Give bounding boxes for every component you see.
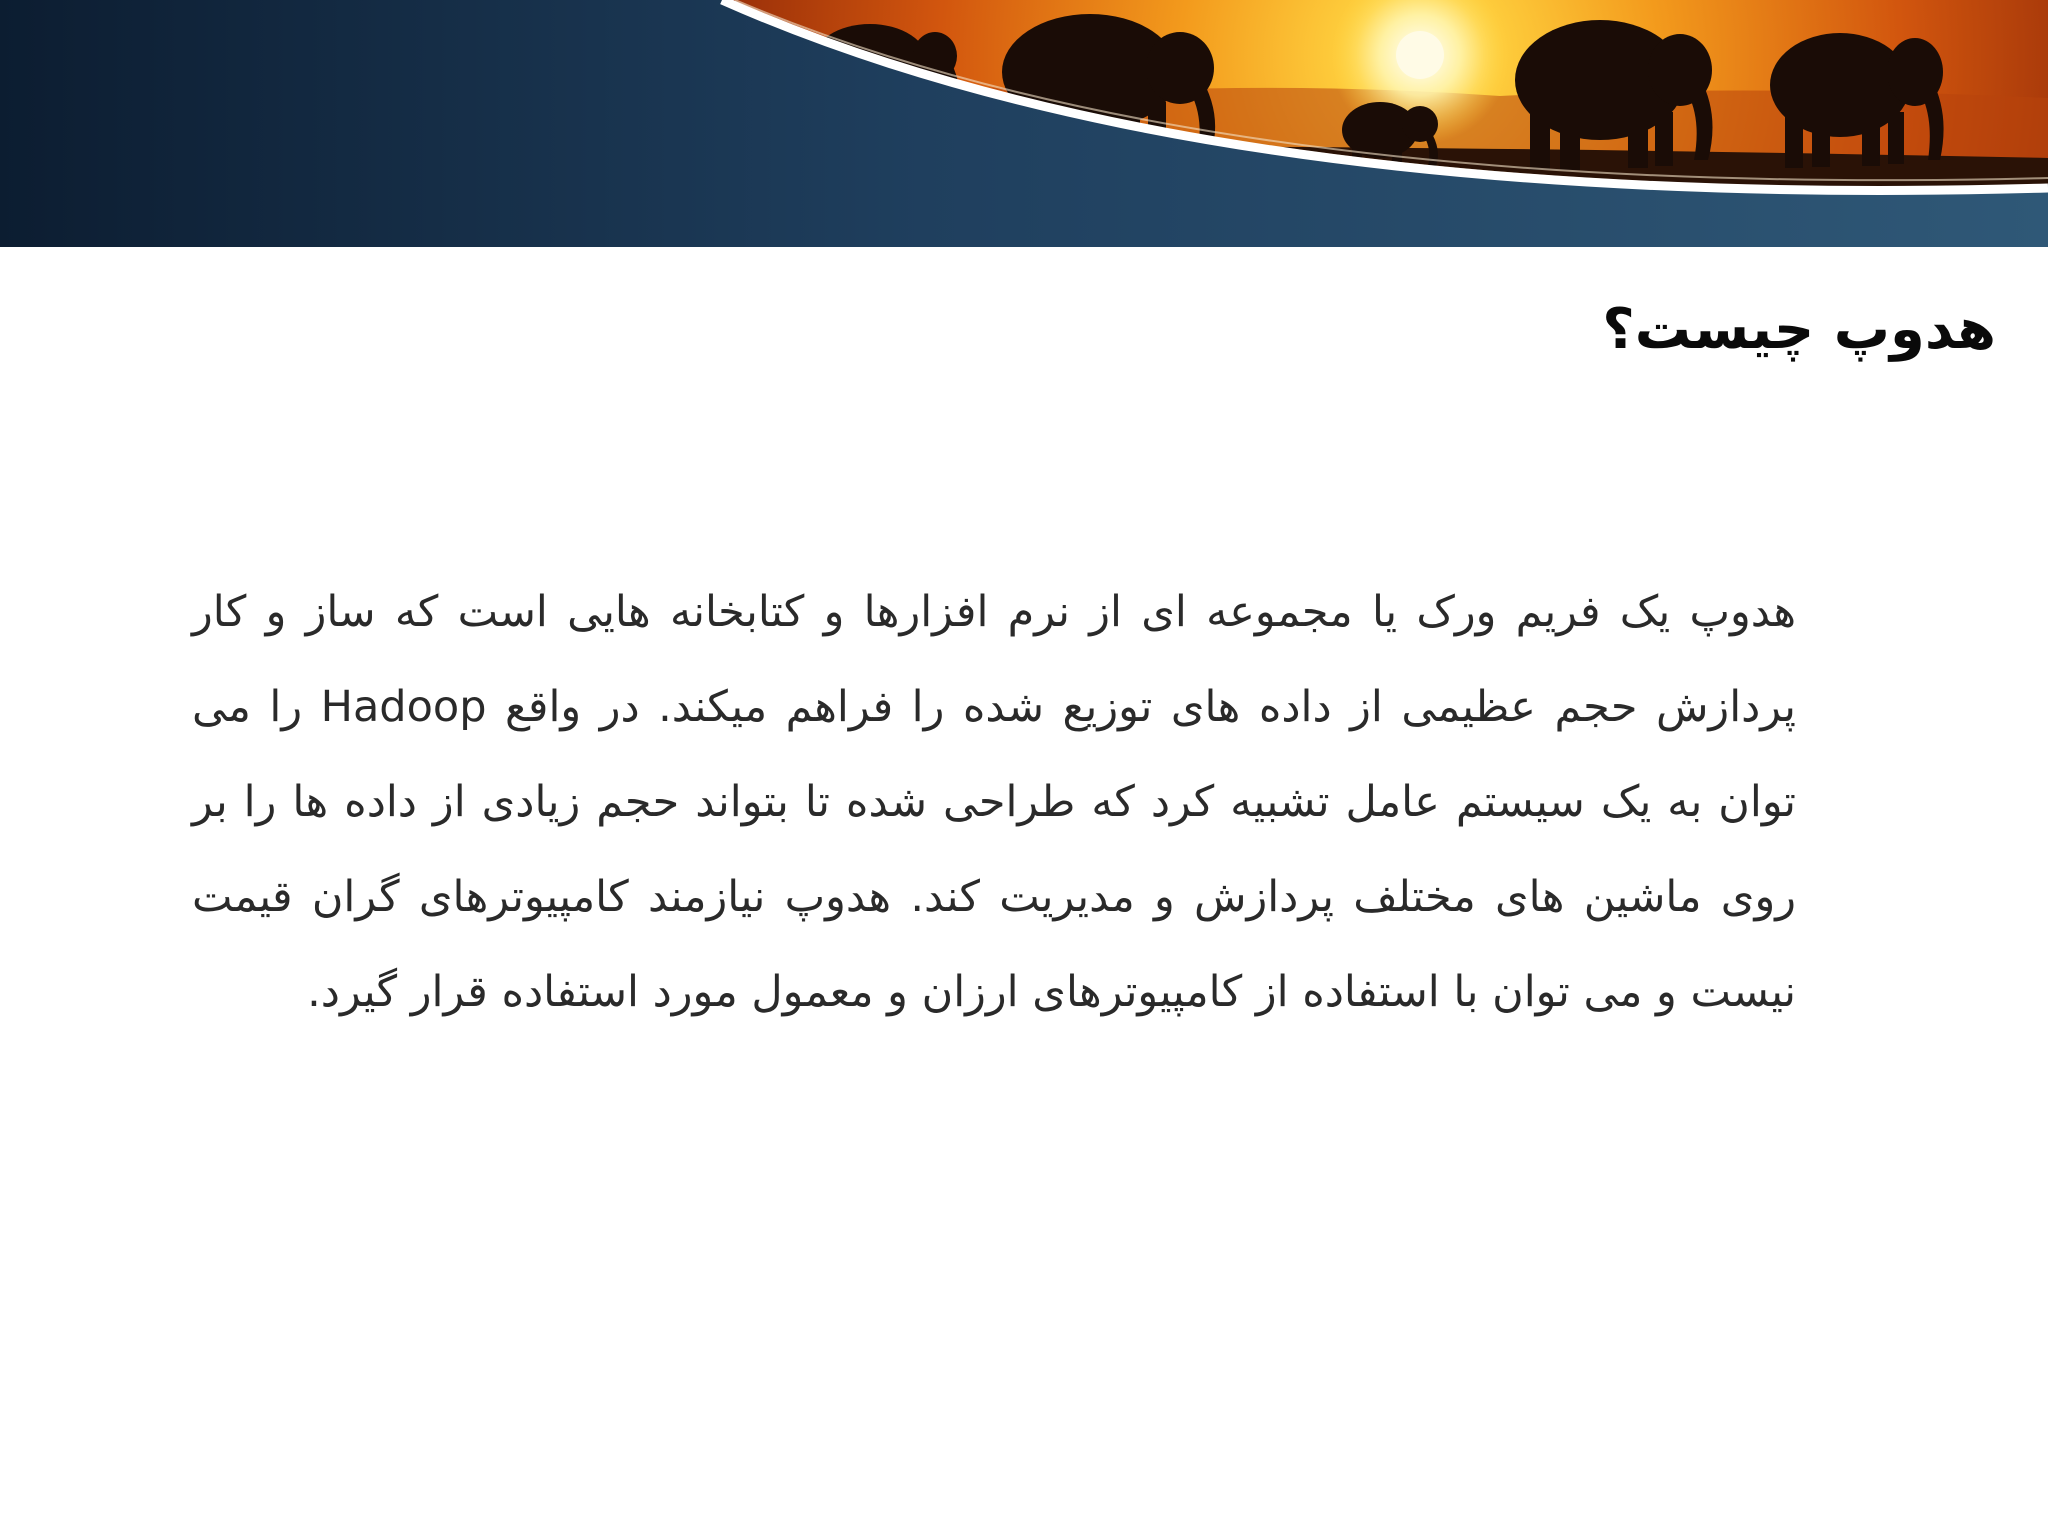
slide-body-text: هدوپ یک فریم ورک یا مجموعه ای از نرم افزارها و کتابخانه هایی است که ساز و کار پردازش حجم عظیمی از داده های توزیع شده را فراهم میکند. در واقع Hadoop را می توان به یک سیستم عامل تشبیه کرد که طراحی شده تا بتواند حجم زیادی از داده ها را بر روی ماشین های مختلف پردازش و مدیریت کند. هدوپ نیازمند کامپیوترهای گران قیمت نیست و می توان با استفاده از کامپیوترهای ارزان و معمول مورد استفاده قرار گیرد. bbox=[192, 587, 1796, 1017]
slide-title: هدوپ چیست؟ bbox=[1602, 297, 1996, 362]
header-banner bbox=[0, 0, 2048, 247]
